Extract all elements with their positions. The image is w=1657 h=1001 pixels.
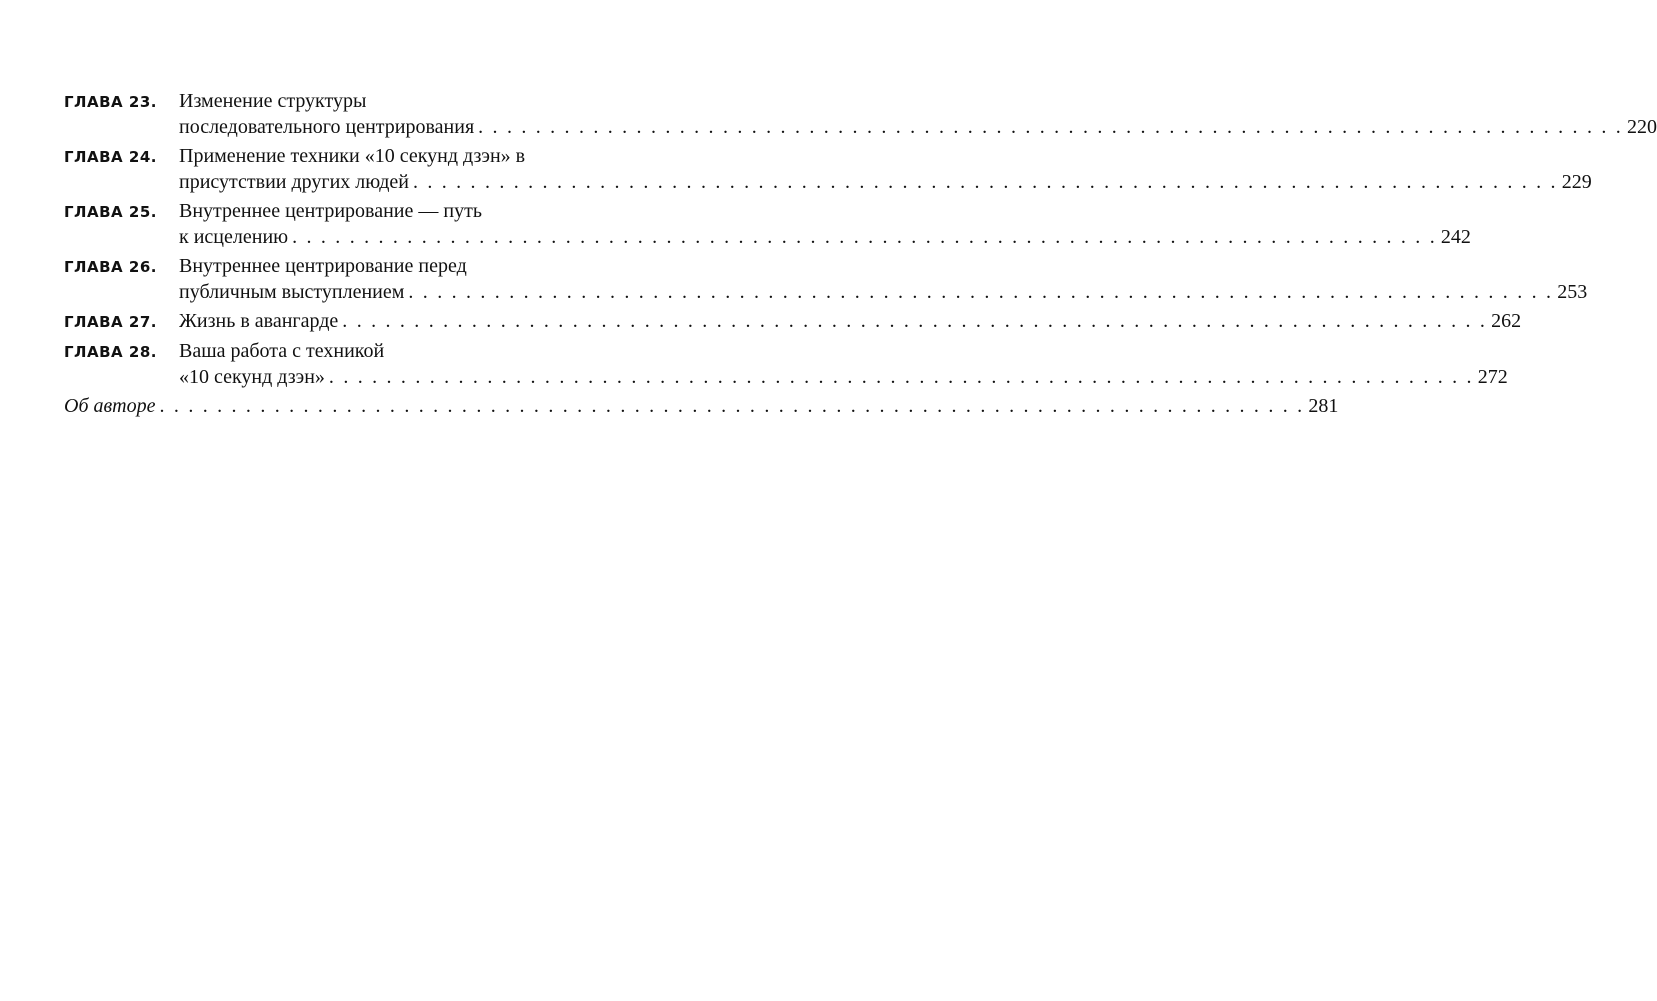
chapter-label: ГЛАВА 26. <box>64 258 157 276</box>
entry-body <box>179 144 1592 195</box>
entry-title-continued: последовательного центрирования <box>179 115 475 138</box>
entry-body <box>179 199 1471 250</box>
entry-title-line-last <box>179 115 1657 141</box>
chapter-label: ГЛАВА 23. <box>64 93 157 111</box>
entry-title-line <box>179 254 558 280</box>
entry-title-continued: присутствии других людей <box>179 170 409 193</box>
dot-leader: . . . . . . . . . . . . . . . . . . . . . . . . . . . . . . . . . . . . . . . . . . . . . . . . . . . . . . . . . . . . . . . . . . . . . . . . . . . . . . . . <box>408 280 1554 303</box>
entry-body <box>179 89 1657 140</box>
entry-title-line-last <box>179 170 1592 196</box>
dot-leader: . . . . . . . . . . . . . . . . . . . . . . . . . . . . . . . . . . . . . . . . . . . . . . . . . . . . . . . . . . . . . . . . . . . . . . . . . . . . . . . . <box>328 365 1474 388</box>
page-number: 242 <box>1440 225 1471 248</box>
toc-entry-about-author[interactable] <box>64 394 1339 420</box>
entry-title-line-last <box>179 225 1471 251</box>
chapter-label: ГЛАВА 27. <box>64 313 157 331</box>
chapter-label: ГЛАВА 28. <box>64 343 157 361</box>
page-number: 272 <box>1477 365 1508 388</box>
toc-entry-chapter-28[interactable] <box>64 339 1508 390</box>
entry-title-line <box>179 339 558 365</box>
page-number: 253 <box>1557 280 1588 303</box>
page-number: 262 <box>1491 310 1522 332</box>
entry-body <box>179 339 1508 390</box>
table-of-contents <box>64 89 1657 420</box>
entry-title: Жизнь в авангарде <box>179 310 339 332</box>
page-number: 229 <box>1561 170 1592 193</box>
entry-title-line-last <box>179 309 1522 335</box>
toc-entry-chapter-23[interactable] <box>64 89 1657 140</box>
entry-title-line-last <box>179 365 1508 391</box>
entry-title: Внутреннее центрирование — путь <box>179 200 482 222</box>
entry-title-continued: к исцелению <box>179 225 289 248</box>
entry-body <box>179 254 1588 305</box>
chapter-label: ГЛАВА 25. <box>64 203 157 221</box>
entry-title: Изменение структуры <box>179 90 367 112</box>
toc-entry-chapter-24[interactable] <box>64 144 1592 195</box>
entry-body <box>179 309 1522 335</box>
toc-entry-chapter-26[interactable] <box>64 254 1588 305</box>
entry-title-line <box>179 199 558 225</box>
dot-leader: . . . . . . . . . . . . . . . . . . . . . . . . . . . . . . . . . . . . . . . . . . . . . . . . . . . . . . . . . . . . . . . . . . . . . . . . . . . . . . . . <box>342 310 1488 332</box>
page-number: 281 <box>1308 395 1339 417</box>
entry-title-line <box>179 89 558 115</box>
about-author-title: Об авторе <box>64 395 156 417</box>
dot-leader: . . . . . . . . . . . . . . . . . . . . . . . . . . . . . . . . . . . . . . . . . . . . . . . . . . . . . . . . . . . . . . . . . . . . . . . . . . . . . . . . <box>478 115 1623 138</box>
chapter-label: ГЛАВА 24. <box>64 148 157 166</box>
entry-title: Ваша работа с техникой <box>179 340 385 362</box>
entry-title: Внутреннее центрирование перед <box>179 255 467 277</box>
dot-leader: . . . . . . . . . . . . . . . . . . . . . . . . . . . . . . . . . . . . . . . . . . . . . . . . . . . . . . . . . . . . . . . . . . . . . . . . . . . . . . . . <box>159 395 1305 417</box>
entry-title-line <box>179 144 558 170</box>
page-number: 220 <box>1626 115 1657 138</box>
entry-title: Применение техники «10 секунд дзэн» в <box>179 145 526 167</box>
dot-leader: . . . . . . . . . . . . . . . . . . . . . . . . . . . . . . . . . . . . . . . . . . . . . . . . . . . . . . . . . . . . . . . . . . . . . . . . . . . . . . . . <box>292 225 1437 248</box>
toc-entry-chapter-27[interactable] <box>64 309 1522 335</box>
dot-leader: . . . . . . . . . . . . . . . . . . . . . . . . . . . . . . . . . . . . . . . . . . . . . . . . . . . . . . . . . . . . . . . . . . . . . . . . . . . . . . . . <box>412 170 1558 193</box>
entry-title-continued: публичным выступлением <box>179 280 405 303</box>
toc-entry-chapter-25[interactable] <box>64 199 1471 250</box>
entry-title-continued: «10 секунд дзэн» <box>179 365 325 388</box>
entry-title-line-last <box>179 280 1588 306</box>
